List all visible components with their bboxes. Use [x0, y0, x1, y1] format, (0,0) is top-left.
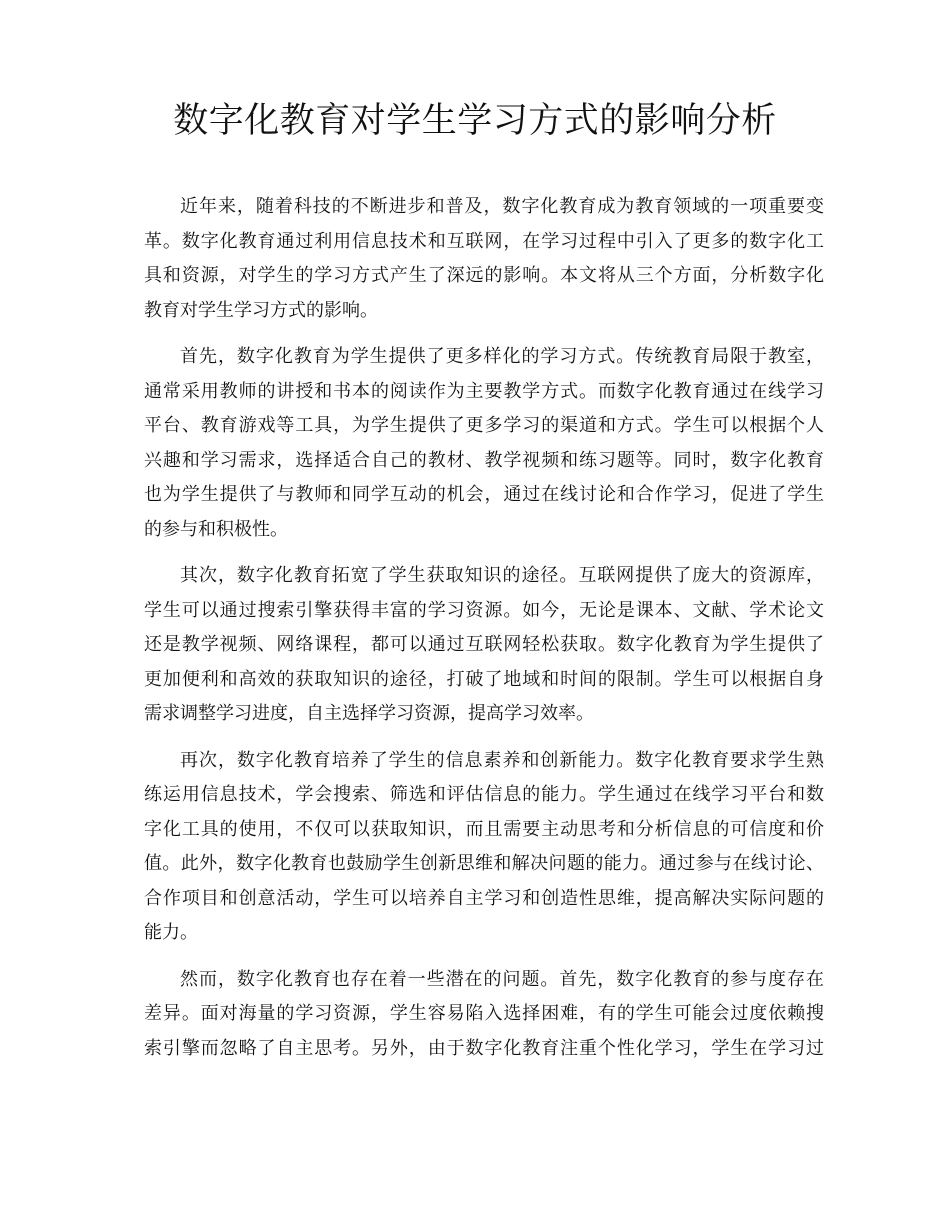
text-line: 能力。 — [144, 922, 198, 943]
text-line: 需求调整学习进度，自主选择学习资源，提高学习效率。 — [144, 703, 594, 724]
text-line: 练运用信息技术，学会搜索、筛选和评估信息的能力。学生通过在线学习平台和数 — [144, 784, 824, 805]
text-line: 然而，数字化教育也存在着一些潜在的问题。首先，数字化教育的参与度存在 — [180, 968, 824, 990]
text-line: 学生可以通过搜索引擎获得丰富的学习资源。如今，无论是课本、文献、学术论文 — [144, 599, 824, 621]
text-line: 值。此外，数字化教育也鼓励学生创新思维和解决问题的能力。通过参与在线讨论、 — [144, 853, 824, 874]
text-line: 再次，数字化教育培养了学生的信息素养和创新能力。数字化教育要求学生熟 — [180, 749, 824, 771]
text-line: 还是教学视频、网络课程，都可以通过互联网轻松获取。数字化教育为学生提供了 — [144, 634, 824, 655]
text-line: 教育对学生学习方式的影响。 — [144, 299, 378, 321]
text-line: 合作项目和创意活动，学生可以培养自主学习和创造性思维，提高解决实际问题的 — [144, 887, 824, 909]
paragraph-third-point — [144, 744, 824, 951]
text-line: 平台、教育游戏等工具，为学生提供了更多学习的渠道和方式。学生可以根据个人 — [144, 415, 824, 436]
text-line: 索引擎而忽略了自主思考。另外，由于数字化教育注重个性化学习，学生在学习过 — [144, 1037, 824, 1059]
paragraph-second-point — [144, 559, 824, 732]
text-line: 具和资源，对学生的学习方式产生了深远的影响。本文将从三个方面，分析数字化 — [144, 265, 824, 286]
text-line: 兴趣和学习需求，选择适合自己的教材、教学视频和练习题等。同时，数字化教育 — [144, 449, 824, 471]
paragraph-first-point — [144, 340, 824, 547]
document-title: 数字化教育对学生学习方式的影响分析 — [173, 101, 777, 141]
text-line: 的参与和积极性。 — [144, 518, 288, 540]
paragraph-problems — [144, 963, 824, 1067]
text-line: 更加便利和高效的获取知识的途径，打破了地域和时间的限制。学生可以根据自身 — [144, 668, 824, 690]
text-line: 字化工具的使用，不仅可以获取知识，而且需要主动思考和分析信息的可信度和价 — [144, 818, 824, 840]
text-line: 差异。面对海量的学习资源，学生容易陷入选择困难，有的学生可能会过度依赖搜 — [144, 1003, 824, 1024]
text-line: 其次，数字化教育拓宽了学生获取知识的途径。互联网提供了庞大的资源库， — [180, 565, 824, 586]
text-line: 革。数字化教育通过利用信息技术和互联网，在学习过程中引入了更多的数字化工 — [144, 230, 824, 252]
text-line: 通常采用教师的讲授和书本的阅读作为主要教学方式。而数字化教育通过在线学习 — [144, 380, 824, 402]
text-line: 首先，数字化教育为学生提供了更多样化的学习方式。传统教育局限于教室， — [180, 346, 824, 367]
text-line: 近年来，随着科技的不断进步和普及，数字化教育成为教育领域的一项重要变 — [180, 196, 824, 217]
document-body — [144, 190, 824, 1078]
paragraph-intro — [144, 190, 824, 328]
text-line: 也为学生提供了与教师和同学互动的机会，通过在线讨论和合作学习，促进了学生 — [144, 484, 824, 505]
